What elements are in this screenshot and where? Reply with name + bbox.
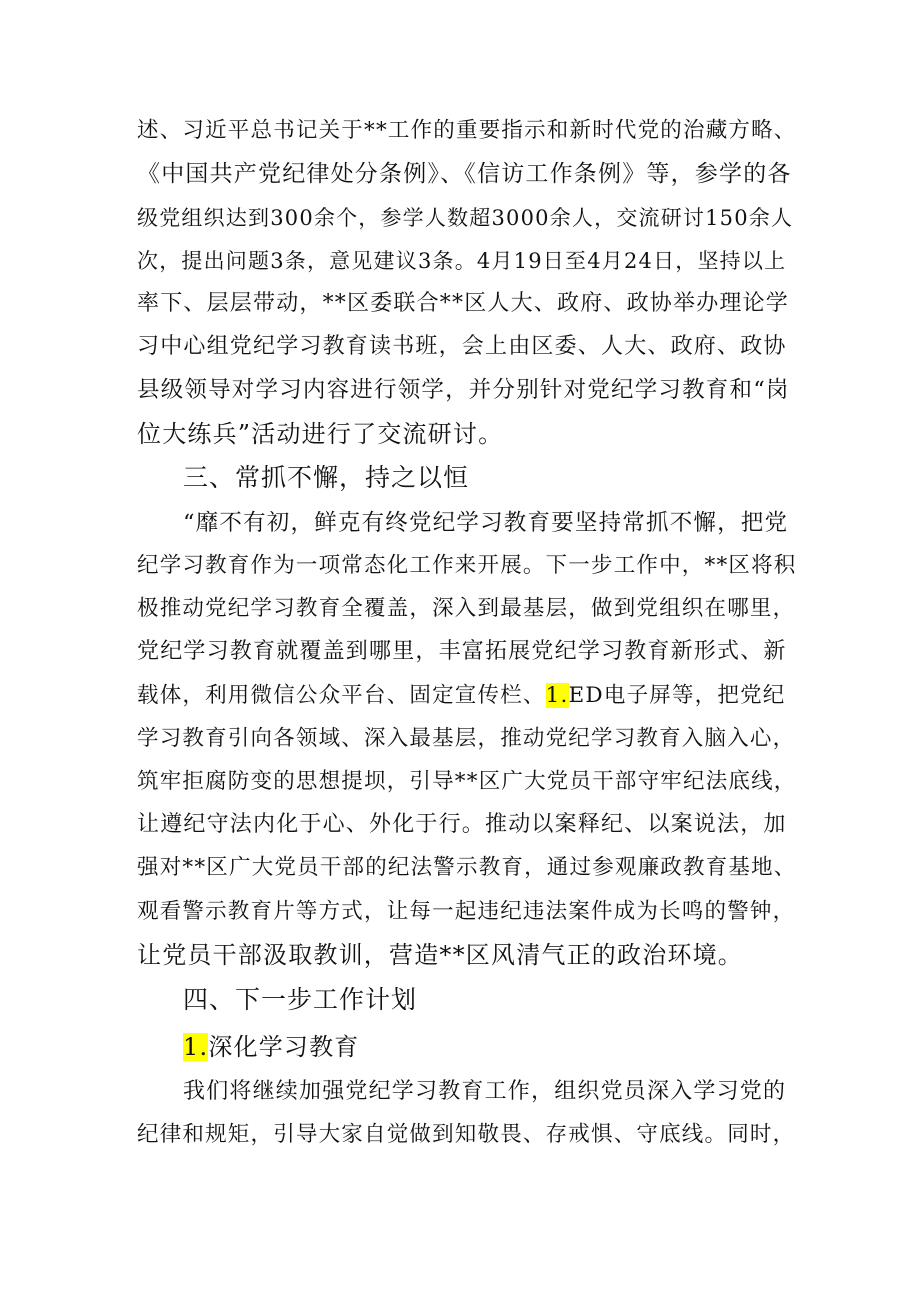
paragraph-line: 筑牢拒腐防变的思想提坝，引导**区广大党员干部守牢纪法底线， [137,769,797,794]
paragraph-line: 县级领导对学习内容进行领学，并分别针对党纪学习教育和“岗 [137,377,790,403]
paragraph-line: 学习教育引向各领域、深入最基层，推动党纪学习教育入脑入心， [137,726,796,751]
paragraph-line: 级党组织达到300余个，参学人数超3000余人，交流研讨150余人 [137,206,794,230]
paragraph-line: 《中国共产党纪律处分条例》、《信访工作条例》等，参学的各 [137,161,792,187]
paragraph-line: 纪学习教育作为一项常态化工作来开展。下一步工作中，**区将积 [137,553,797,578]
paragraph-line: 极推动党纪学习教育全覆盖，深入到最基层，做到党组织在哪里， [137,596,796,621]
line-text: ED电子屏等，把党纪 [568,683,786,708]
section-heading-three: 三、常抓不懈，持之以恒 [183,463,470,492]
paragraph-line: 观看警示教育片等方式，让每一起违纪违法案件成为长鸣的警钟， [137,899,796,924]
paragraph-line: 述、习近平总书记关于**工作的重要指示和新时代党的治藏方略、 [137,118,797,143]
paragraph-line: 我们将继续加强党纪学习教育工作，组织党员深入学习党的 [183,1079,787,1104]
paragraph-line: 纪律和规矩，引导大家自觉做到知敬畏、存戒惧、守底线。同时， [137,1122,796,1147]
highlighted-number: 1. [183,1033,209,1061]
section-heading-four: 四、下一步工作计划 [183,985,418,1014]
paragraph-line: 位大练兵”活动进行了交流研讨。 [137,420,504,448]
paragraph-line: 率下、层层带动，**区委联合**区人大、政府、政协举办理论学 [137,291,790,316]
paragraph-line: 让党员干部汲取教训，营造**区风清气正的政治环境。 [137,941,743,969]
highlighted-text: 1. [545,683,569,708]
paragraph-line: 让遵纪守法内化于心、外化于行。推动以案释纪、以案说法，加 [137,812,787,837]
line-text: 载体，利用微信公众平台、固定宣传栏、 [137,683,546,708]
paragraph-line: 习中心组党纪学习教育读书班，会上由区委、人大、政府、政协 [137,334,787,359]
paragraph-line: 次，提出问题3条，意见建议3条。4月19日至4月24日，坚持以上 [137,249,787,273]
paragraph-line [137,681,797,711]
paragraph-line: 强对**区广大党员干部的纪法警示教育，通过参观廉政教育基地、 [137,855,797,880]
subheading-deepen-learning [183,1032,360,1062]
paragraph-line: “靡不有初，鲜克有终党纪学习教育要坚持常抓不懈，把党 [183,510,789,536]
paragraph-line: 党纪学习教育就覆盖到哪里，丰富拓展党纪学习教育新形式、新 [137,639,787,664]
subheading-title: 深化学习教育 [208,1033,360,1061]
